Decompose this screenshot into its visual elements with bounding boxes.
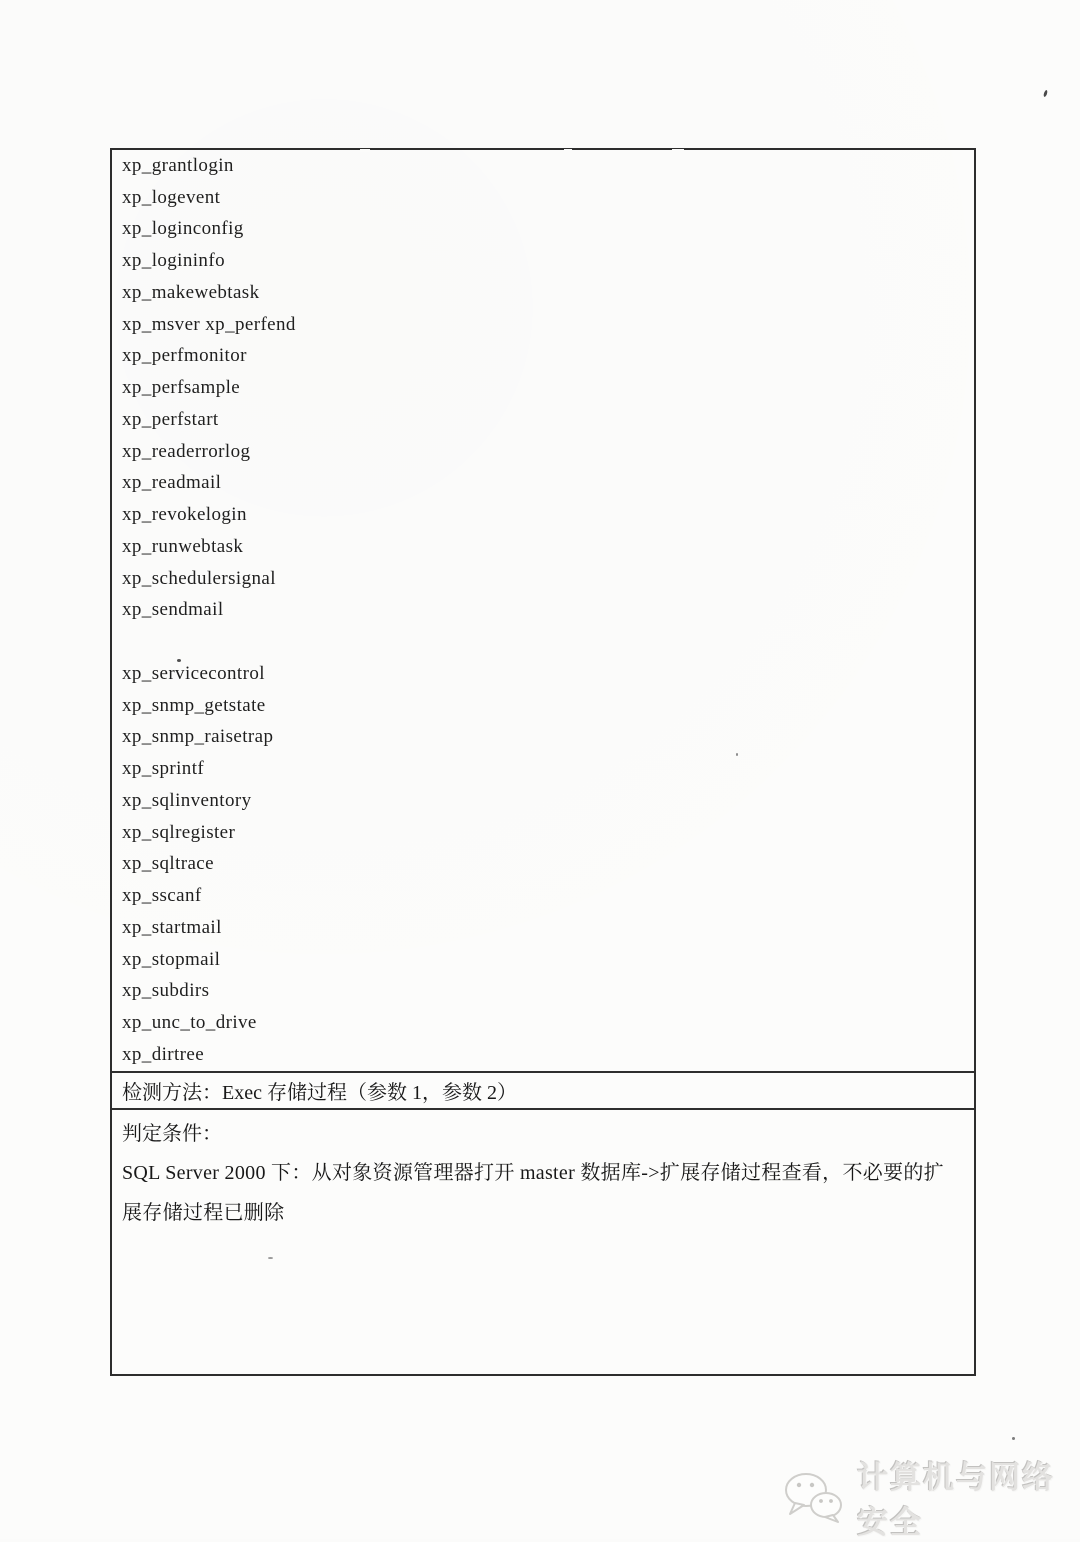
scan-border-gap xyxy=(672,149,684,152)
procedure-item: xp_subdirs xyxy=(122,980,210,1002)
procedure-item: xp_servicecontrol xyxy=(122,662,265,684)
watermark-text: 计算机与网络安全 xyxy=(857,1460,1055,1540)
procedure-item: xp_makewebtask xyxy=(122,281,260,303)
procedure-item: xp_sqltrace xyxy=(122,853,214,875)
detection-method-row xyxy=(112,1071,974,1110)
procedure-item: xp_sqlregister xyxy=(122,821,236,843)
procedure-item: xp_dirtree xyxy=(122,1043,205,1065)
procedure-item: xp_stopmail xyxy=(122,948,221,970)
scan-speck xyxy=(736,753,738,756)
procedure-item: xp_perfmonitor xyxy=(122,345,247,367)
procedure-item: xp_startmail xyxy=(122,916,222,938)
procedure-item: xp_readerrorlog xyxy=(122,440,251,462)
procedure-item: xp_snmp_raisetrap xyxy=(122,726,274,748)
procedure-item: xp_sscanf xyxy=(122,885,202,907)
detection-method-text: 检测方法：Exec 存储过程（参数 1，参数 2） xyxy=(122,1082,517,1104)
procedure-item: xp_schedulersignal xyxy=(122,567,276,589)
procedure-item: xp_unc_to_drive xyxy=(122,1012,257,1034)
procedure-item: xp_sqlinventory xyxy=(122,789,252,811)
procedure-item: xp_grantlogin xyxy=(122,154,234,176)
procedure-item: xp_loginconfig xyxy=(122,218,244,240)
procedure-item: xp_perfsample xyxy=(122,377,241,399)
judgment-label: 判定条件： xyxy=(122,1123,222,1145)
watermark xyxy=(781,1452,1080,1542)
procedure-item: xp_perfstart xyxy=(122,408,219,430)
procedure-item: xp_snmp_getstate xyxy=(122,694,266,716)
wechat-icon xyxy=(781,1470,847,1524)
judgment-text: SQL Server 2000 下：从对象资源管理器打开 master 数据库->扩展存储过程查看，不必要的扩展存储过程已删除 xyxy=(122,1162,944,1224)
procedure-item: xp_revokelogin xyxy=(122,504,247,526)
scan-speck xyxy=(1043,90,1048,98)
scan-border-gap xyxy=(564,149,572,152)
scan-speck xyxy=(1012,1437,1015,1440)
procedure-item-blank xyxy=(122,626,974,658)
procedure-item: xp_sprintf xyxy=(122,758,205,780)
procedure-item: xp_msver xp_perfend xyxy=(122,313,296,335)
procedure-item: xp_readmail xyxy=(122,472,222,494)
scan-speck xyxy=(177,659,181,662)
procedure-item: xp_logininfo xyxy=(122,250,225,272)
procedure-item: xp_runwebtask xyxy=(122,535,244,557)
stored-procedures-table xyxy=(110,148,976,1376)
scan-speck xyxy=(268,1257,273,1259)
procedure-item: xp_sendmail xyxy=(122,599,224,621)
procedure-item: xp_logevent xyxy=(122,186,221,208)
procedure-list xyxy=(112,150,974,1071)
scan-border-gap xyxy=(360,149,370,152)
judgment-section xyxy=(112,1110,974,1374)
